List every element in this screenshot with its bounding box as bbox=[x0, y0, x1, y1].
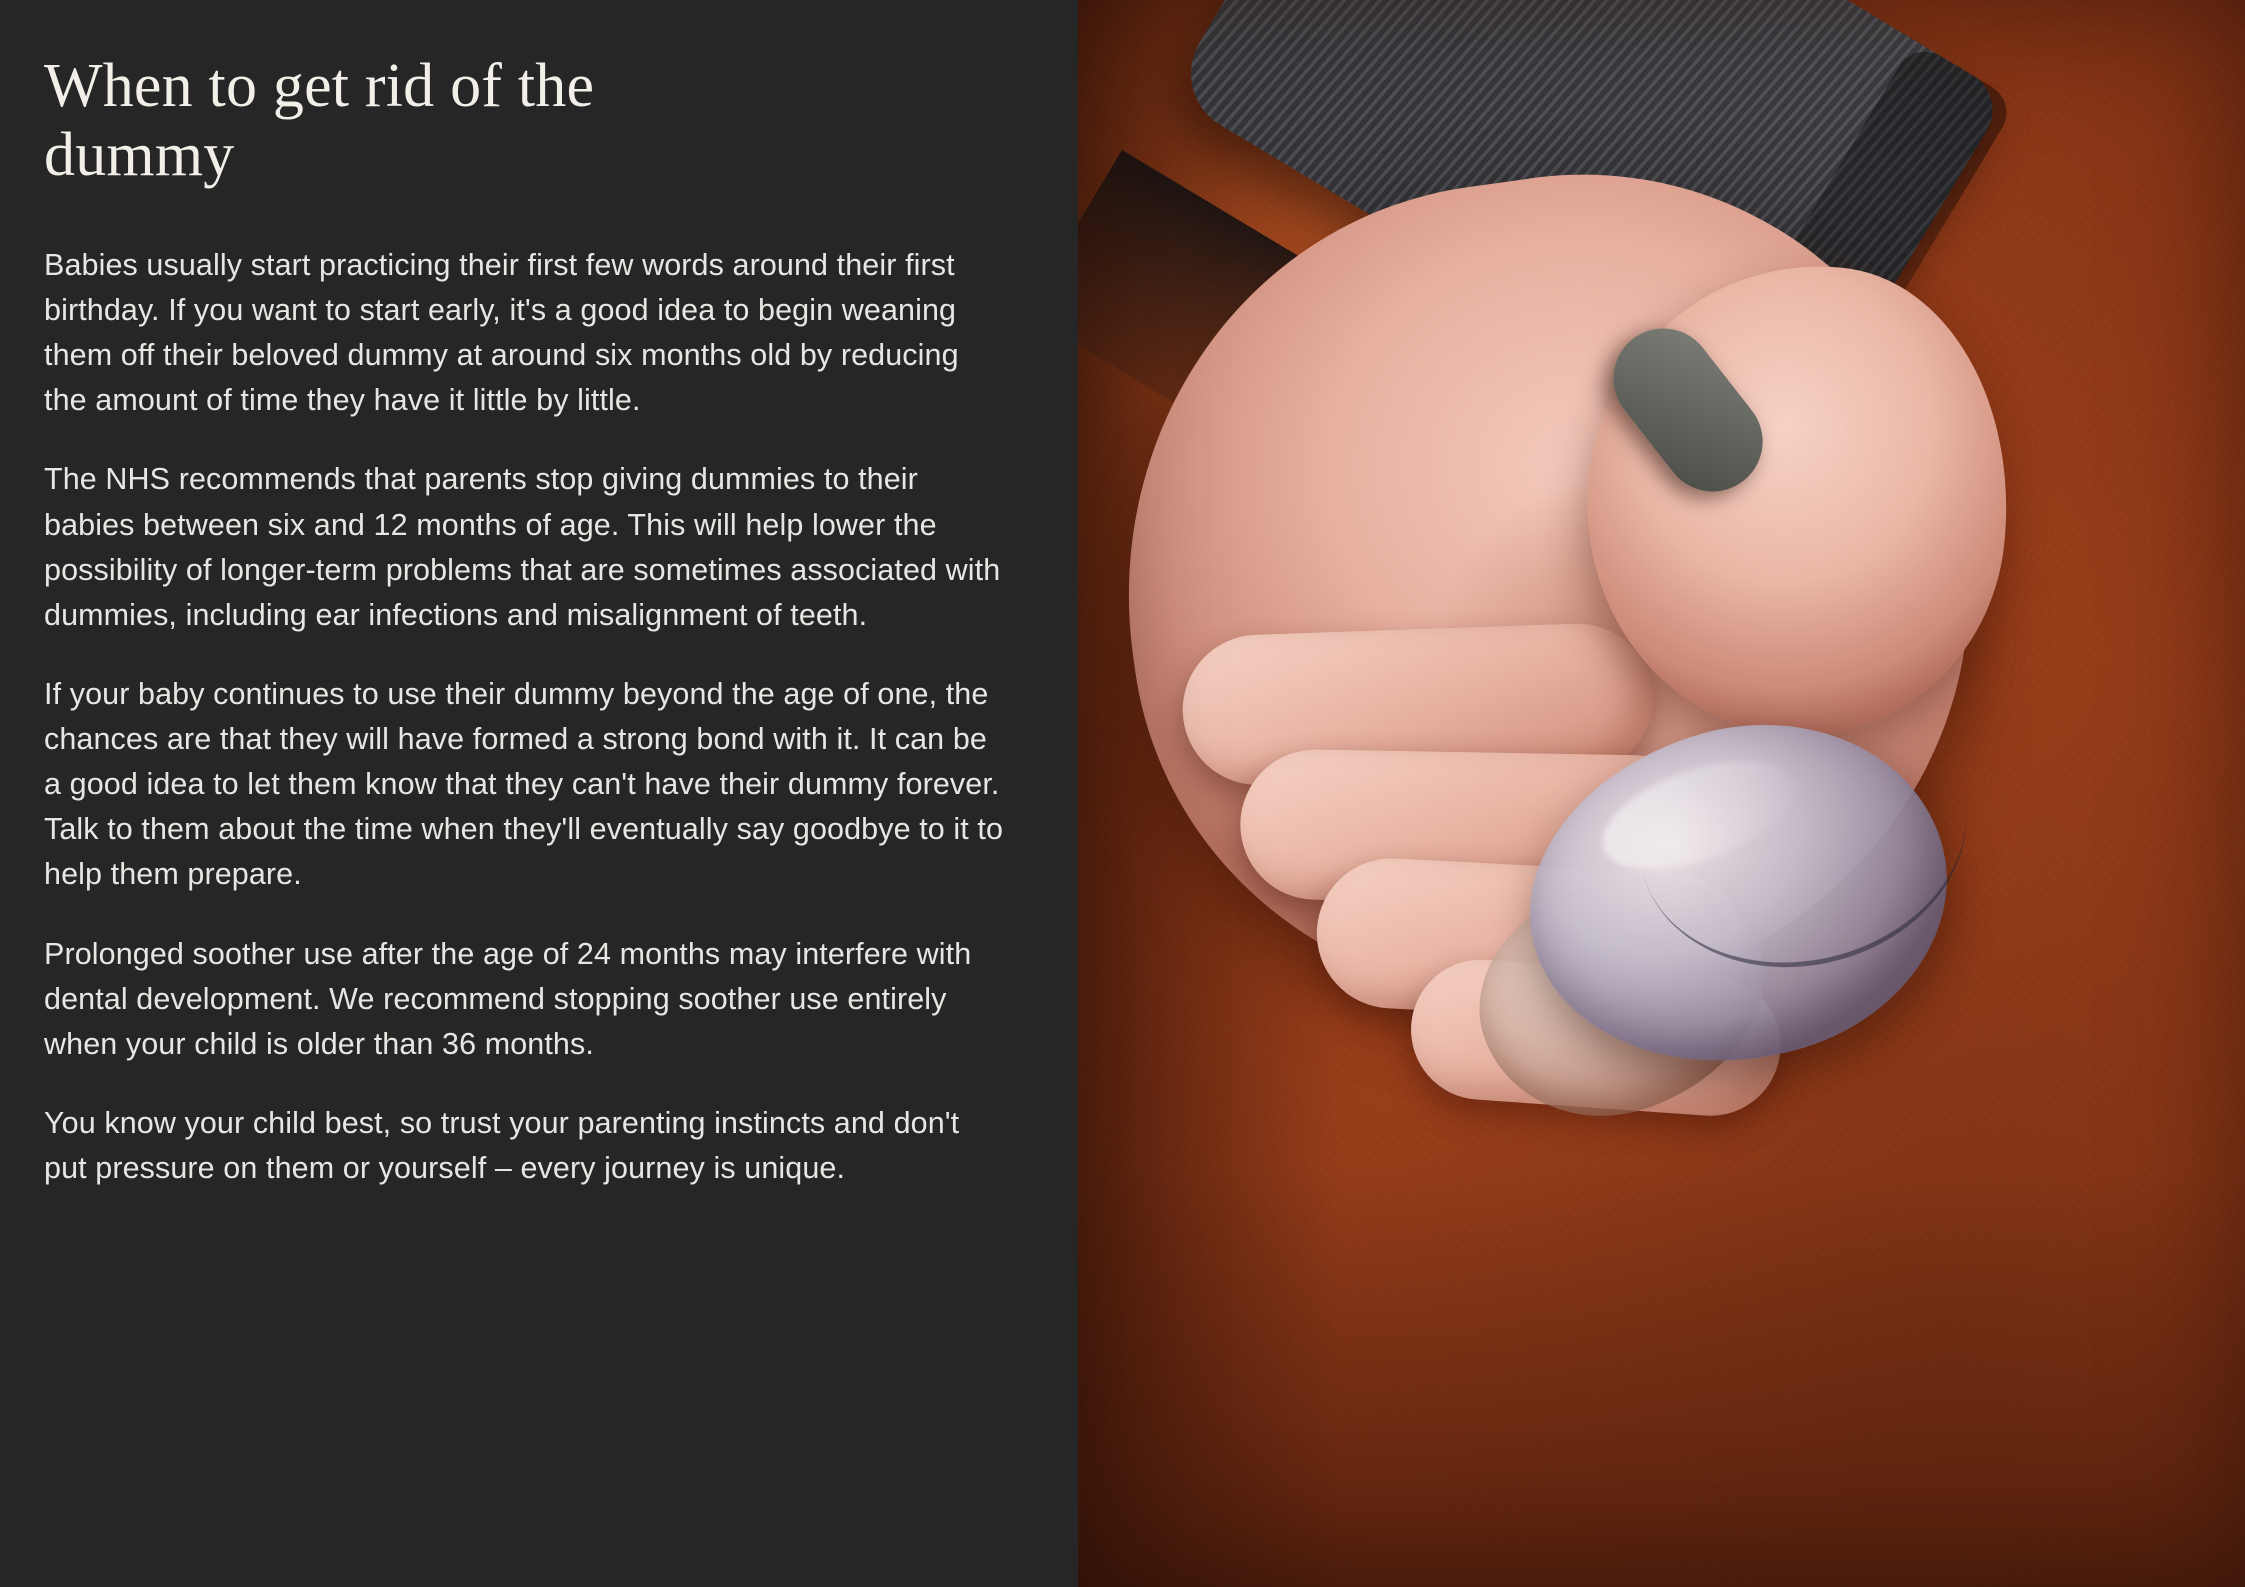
paragraph: You know your child best, so trust your parenting instincts and don't put pressure on them or yourself – every journey is unique. bbox=[44, 1105, 960, 1185]
article-photo bbox=[1078, 0, 2245, 1587]
blanket-shadow-bottom bbox=[1078, 1167, 2245, 1587]
paragraph: The NHS recommends that parents stop giving dummies to their babies between six and 12 months of age. This will help lower the possibility of longer-term problems that are sometimes associated with dummies, including ear infections and misalignment of teeth. bbox=[44, 462, 1001, 632]
text-panel bbox=[0, 0, 1078, 1587]
article-body bbox=[44, 243, 1018, 1191]
paragraph: Prolonged soother use after the age of 24 months may interfere with dental development. We recommend stopping soother use entirely when your child is older than 36 months. bbox=[44, 936, 972, 1061]
page-title: When to get rid of the dummy bbox=[44, 52, 595, 190]
paragraph: If your baby continues to use their dummy beyond the age of one, the chances are that they will have formed a strong bond with it. It can be a good idea to let them know that they can't have their dummy forever. Talk to them about the time when they'll eventually say goodbye to it to help them prepare. bbox=[44, 676, 1004, 892]
paragraph: Babies usually start practicing their first few words around their first birthday. If you want to start early, it's a good idea to begin weaning them off their beloved dummy at around six months old by reducing the amount of time they have it little by little. bbox=[44, 247, 959, 418]
